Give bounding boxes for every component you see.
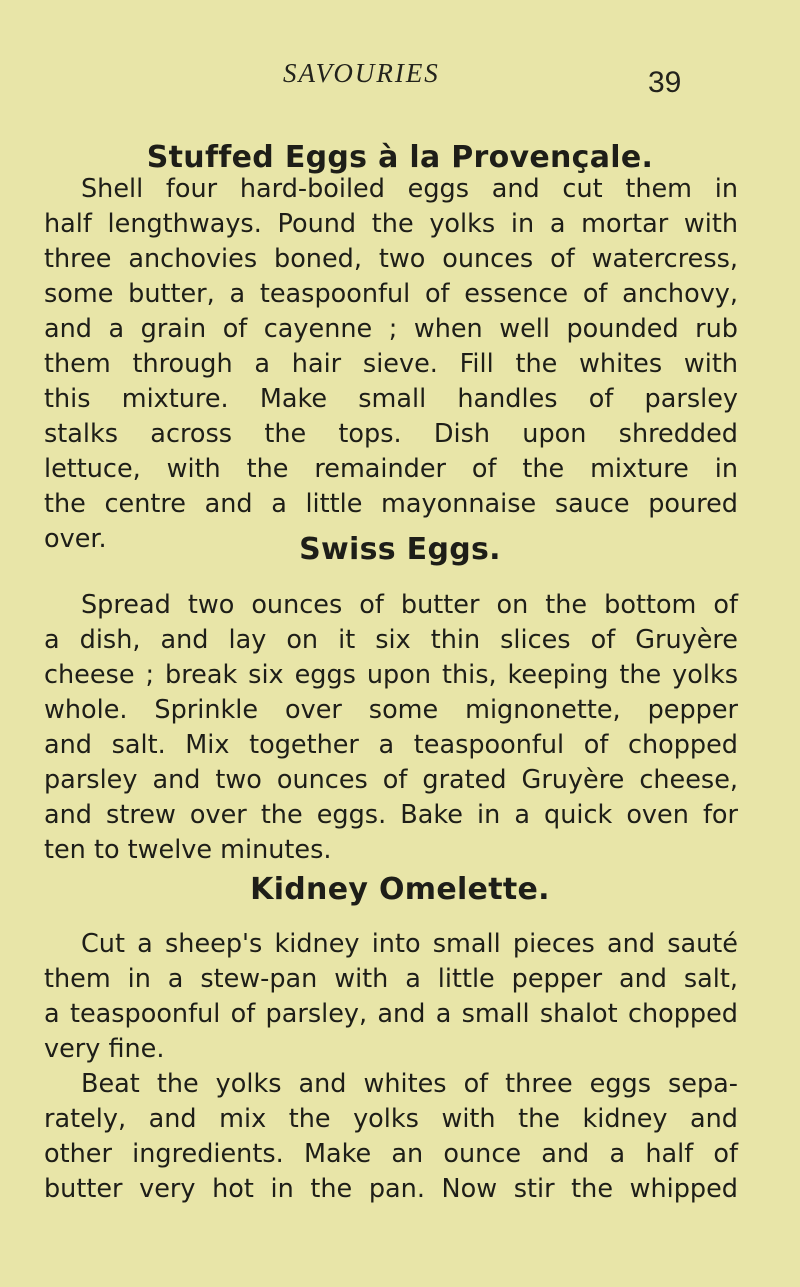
text-line: Beat the yolks and whites of three eggs sepa- — [81, 1069, 738, 1099]
text-line: rately, and mix the yolks with the kidney and — [44, 1104, 738, 1134]
text-line: cheese ; break six eggs upon this, keeping the yolks — [44, 660, 738, 690]
text-line: Spread two ounces of butter on the bottom of — [81, 590, 738, 620]
text-line: parsley and two ounces of grated Gruyère cheese, — [44, 765, 738, 795]
recipe-body-stuffed-eggs — [44, 172, 738, 557]
text-line: this mixture. Make small handles of parsley — [44, 384, 738, 414]
text-line: stalks across the tops. Dish upon shredded — [44, 419, 738, 449]
recipe-body-swiss-eggs — [44, 588, 738, 868]
text-line: ten to twelve minutes. — [44, 835, 332, 865]
text-line: other ingredients. Make an ounce and a half of — [44, 1139, 738, 1169]
recipe-title-swiss-eggs: Swiss Eggs. — [299, 532, 501, 567]
running-head: SAVOURIES — [283, 58, 440, 88]
text-line: very fine. — [44, 1034, 165, 1064]
text-line: Shell four hard-boiled eggs and cut them in — [81, 174, 738, 204]
text-line: a teaspoonful of parsley, and a small shalot chopped — [44, 999, 738, 1029]
text-line: and strew over the eggs. Bake in a quick oven for — [44, 800, 738, 830]
text-line: them through a hair sieve. Fill the whites with — [44, 349, 738, 379]
text-line: and salt. Mix together a teaspoonful of chopped — [44, 730, 738, 760]
text-line: them in a stew-pan with a little pepper and salt, — [44, 964, 738, 994]
recipe-title-stuffed-eggs: Stuffed Eggs à la Provençale. — [146, 140, 654, 175]
text-line: butter very hot in the pan. Now stir the whipped — [44, 1174, 738, 1204]
text-line: half lengthways. Pound the yolks in a mortar with — [44, 209, 738, 239]
text-line: the centre and a little mayonnaise sauce poured — [44, 489, 738, 519]
text-line: three anchovies boned, two ounces of watercress, — [44, 244, 738, 274]
text-line: Cut a sheep's kidney into small pieces and sauté — [81, 929, 738, 959]
page-number: 39 — [648, 66, 682, 99]
recipe-body-kidney-omelette — [44, 927, 738, 1207]
text-line: some butter, a teaspoonful of essence of anchovy, — [44, 279, 738, 309]
text-line: over. — [44, 524, 107, 554]
text-line: whole. Sprinkle over some mignonette, pepper — [44, 695, 738, 725]
text-line: lettuce, with the remainder of the mixture in — [44, 454, 738, 484]
text-line: a dish, and lay on it six thin slices of Gruyère — [44, 625, 738, 655]
text-line: and a grain of cayenne ; when well pounded rub — [44, 314, 738, 344]
recipe-title-kidney-omelette: Kidney Omelette. — [250, 872, 550, 907]
